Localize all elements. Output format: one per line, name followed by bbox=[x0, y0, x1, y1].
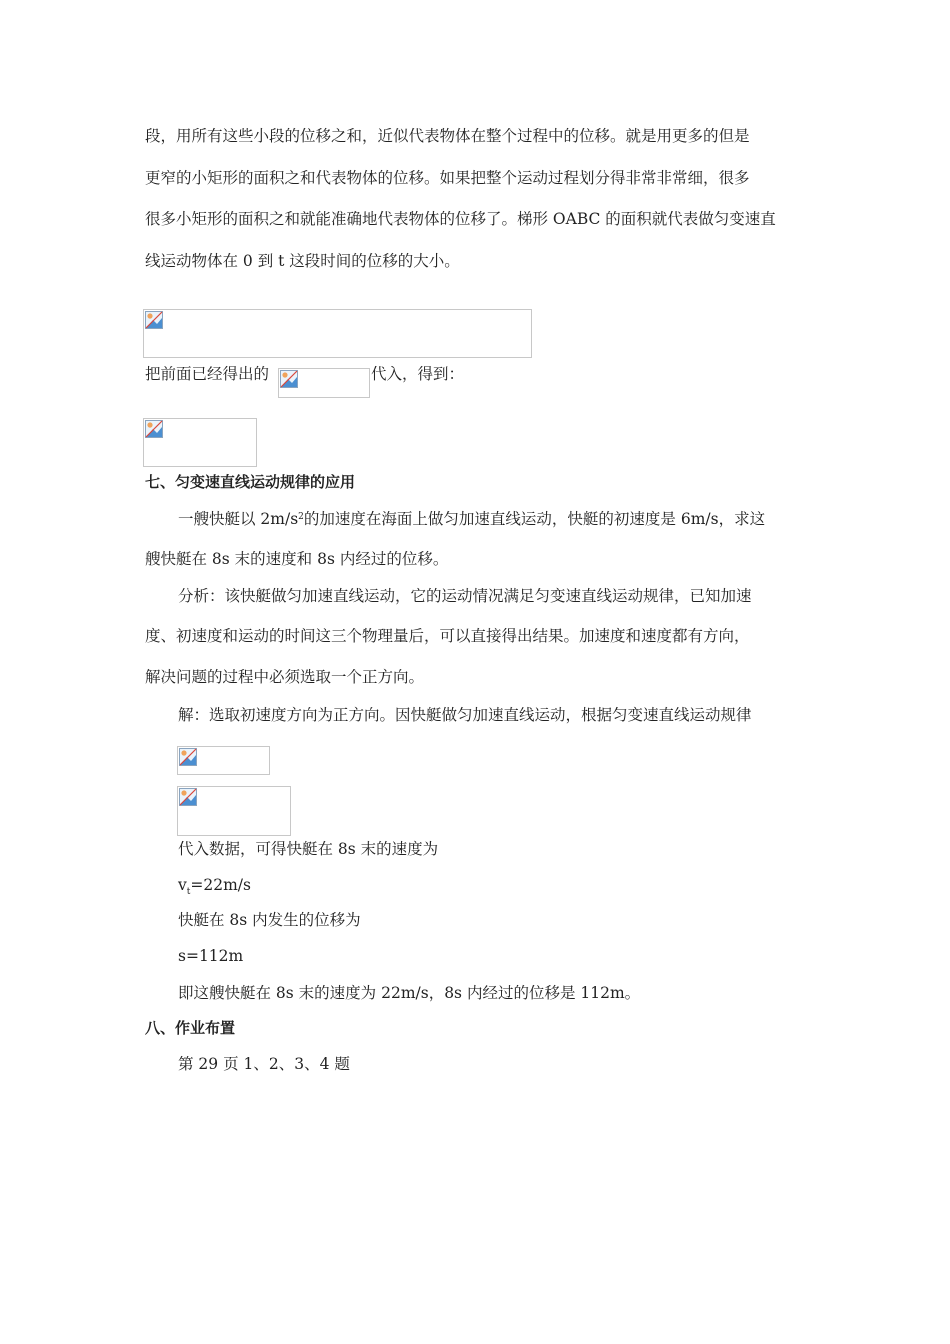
paragraph-line: 段，用所有这些小段的位移之和，近似代表物体在整个过程中的位移。就是用更多的但是 bbox=[145, 127, 750, 145]
paragraph-line: 线运动物体在 0 到 t 这段时间的位移的大小。 bbox=[145, 252, 460, 270]
problem-line bbox=[178, 509, 765, 529]
substitute-text-before: 把前面已经得出的 bbox=[145, 365, 270, 383]
solution-line: 快艇在 8s 内发生的位移为 bbox=[178, 911, 361, 929]
substitute-text-after: 代入，得到： bbox=[371, 365, 465, 383]
broken-image-icon bbox=[145, 311, 163, 329]
velocity-result bbox=[178, 875, 251, 902]
formula-image bbox=[177, 786, 291, 836]
analysis-line: 分析：该快艇做匀加速直线运动，它的运动情况满足匀变速直线运动规律，已知加速 bbox=[178, 587, 752, 605]
analysis-line: 度、初速度和运动的时间这三个物理量后，可以直接得出结果。加速度和速度都有方向， bbox=[145, 627, 750, 645]
subscript: t bbox=[186, 887, 191, 898]
velocity-value: =22m/s bbox=[190, 876, 251, 894]
section-heading: 七、匀变速直线运动规律的应用 bbox=[145, 473, 356, 491]
formula-image bbox=[143, 309, 532, 358]
paragraph-line: 更窄的小矩形的面积之和代表物体的位移。如果把整个运动过程划分得非常非常细，很多 bbox=[145, 169, 750, 187]
formula-image bbox=[177, 746, 270, 775]
velocity-symbol: v bbox=[178, 876, 187, 894]
problem-text: 的加速度在海面上做匀加速直线运动，快艇的初速度是 6m/s，求这 bbox=[303, 510, 766, 528]
formula-image bbox=[143, 418, 257, 467]
displacement-result: s=112m bbox=[178, 947, 244, 965]
conclusion-line: 即这艘快艇在 8s 末的速度为 22m/s，8s 内经过的位移是 112m。 bbox=[178, 984, 641, 1002]
problem-line: 艘快艇在 8s 末的速度和 8s 内经过的位移。 bbox=[145, 550, 449, 568]
broken-image-icon bbox=[280, 370, 298, 388]
broken-image-icon bbox=[179, 788, 197, 806]
solution-line: 解：选取初速度方向为正方向。因快艇做匀加速直线运动，根据匀变速直线运动规律 bbox=[178, 706, 752, 724]
problem-text: 一艘快艇以 2m/s bbox=[178, 510, 299, 528]
homework-line: 第 29 页 1、2、3、4 题 bbox=[178, 1055, 350, 1073]
superscript: 2 bbox=[298, 512, 304, 522]
substitute-line bbox=[145, 364, 269, 384]
section-heading: 八、作业布置 bbox=[145, 1019, 236, 1037]
paragraph-line: 很多小矩形的面积之和就能准确地代表物体的位移了。梯形 OABC 的面积就代表做匀变速直 bbox=[145, 210, 776, 228]
inline-formula-image bbox=[278, 368, 370, 398]
solution-line: 代入数据，可得快艇在 8s 末的速度为 bbox=[178, 840, 439, 858]
analysis-line: 解决问题的过程中必须选取一个正方向。 bbox=[145, 668, 425, 686]
broken-image-icon bbox=[179, 748, 197, 766]
broken-image-icon bbox=[145, 420, 163, 438]
